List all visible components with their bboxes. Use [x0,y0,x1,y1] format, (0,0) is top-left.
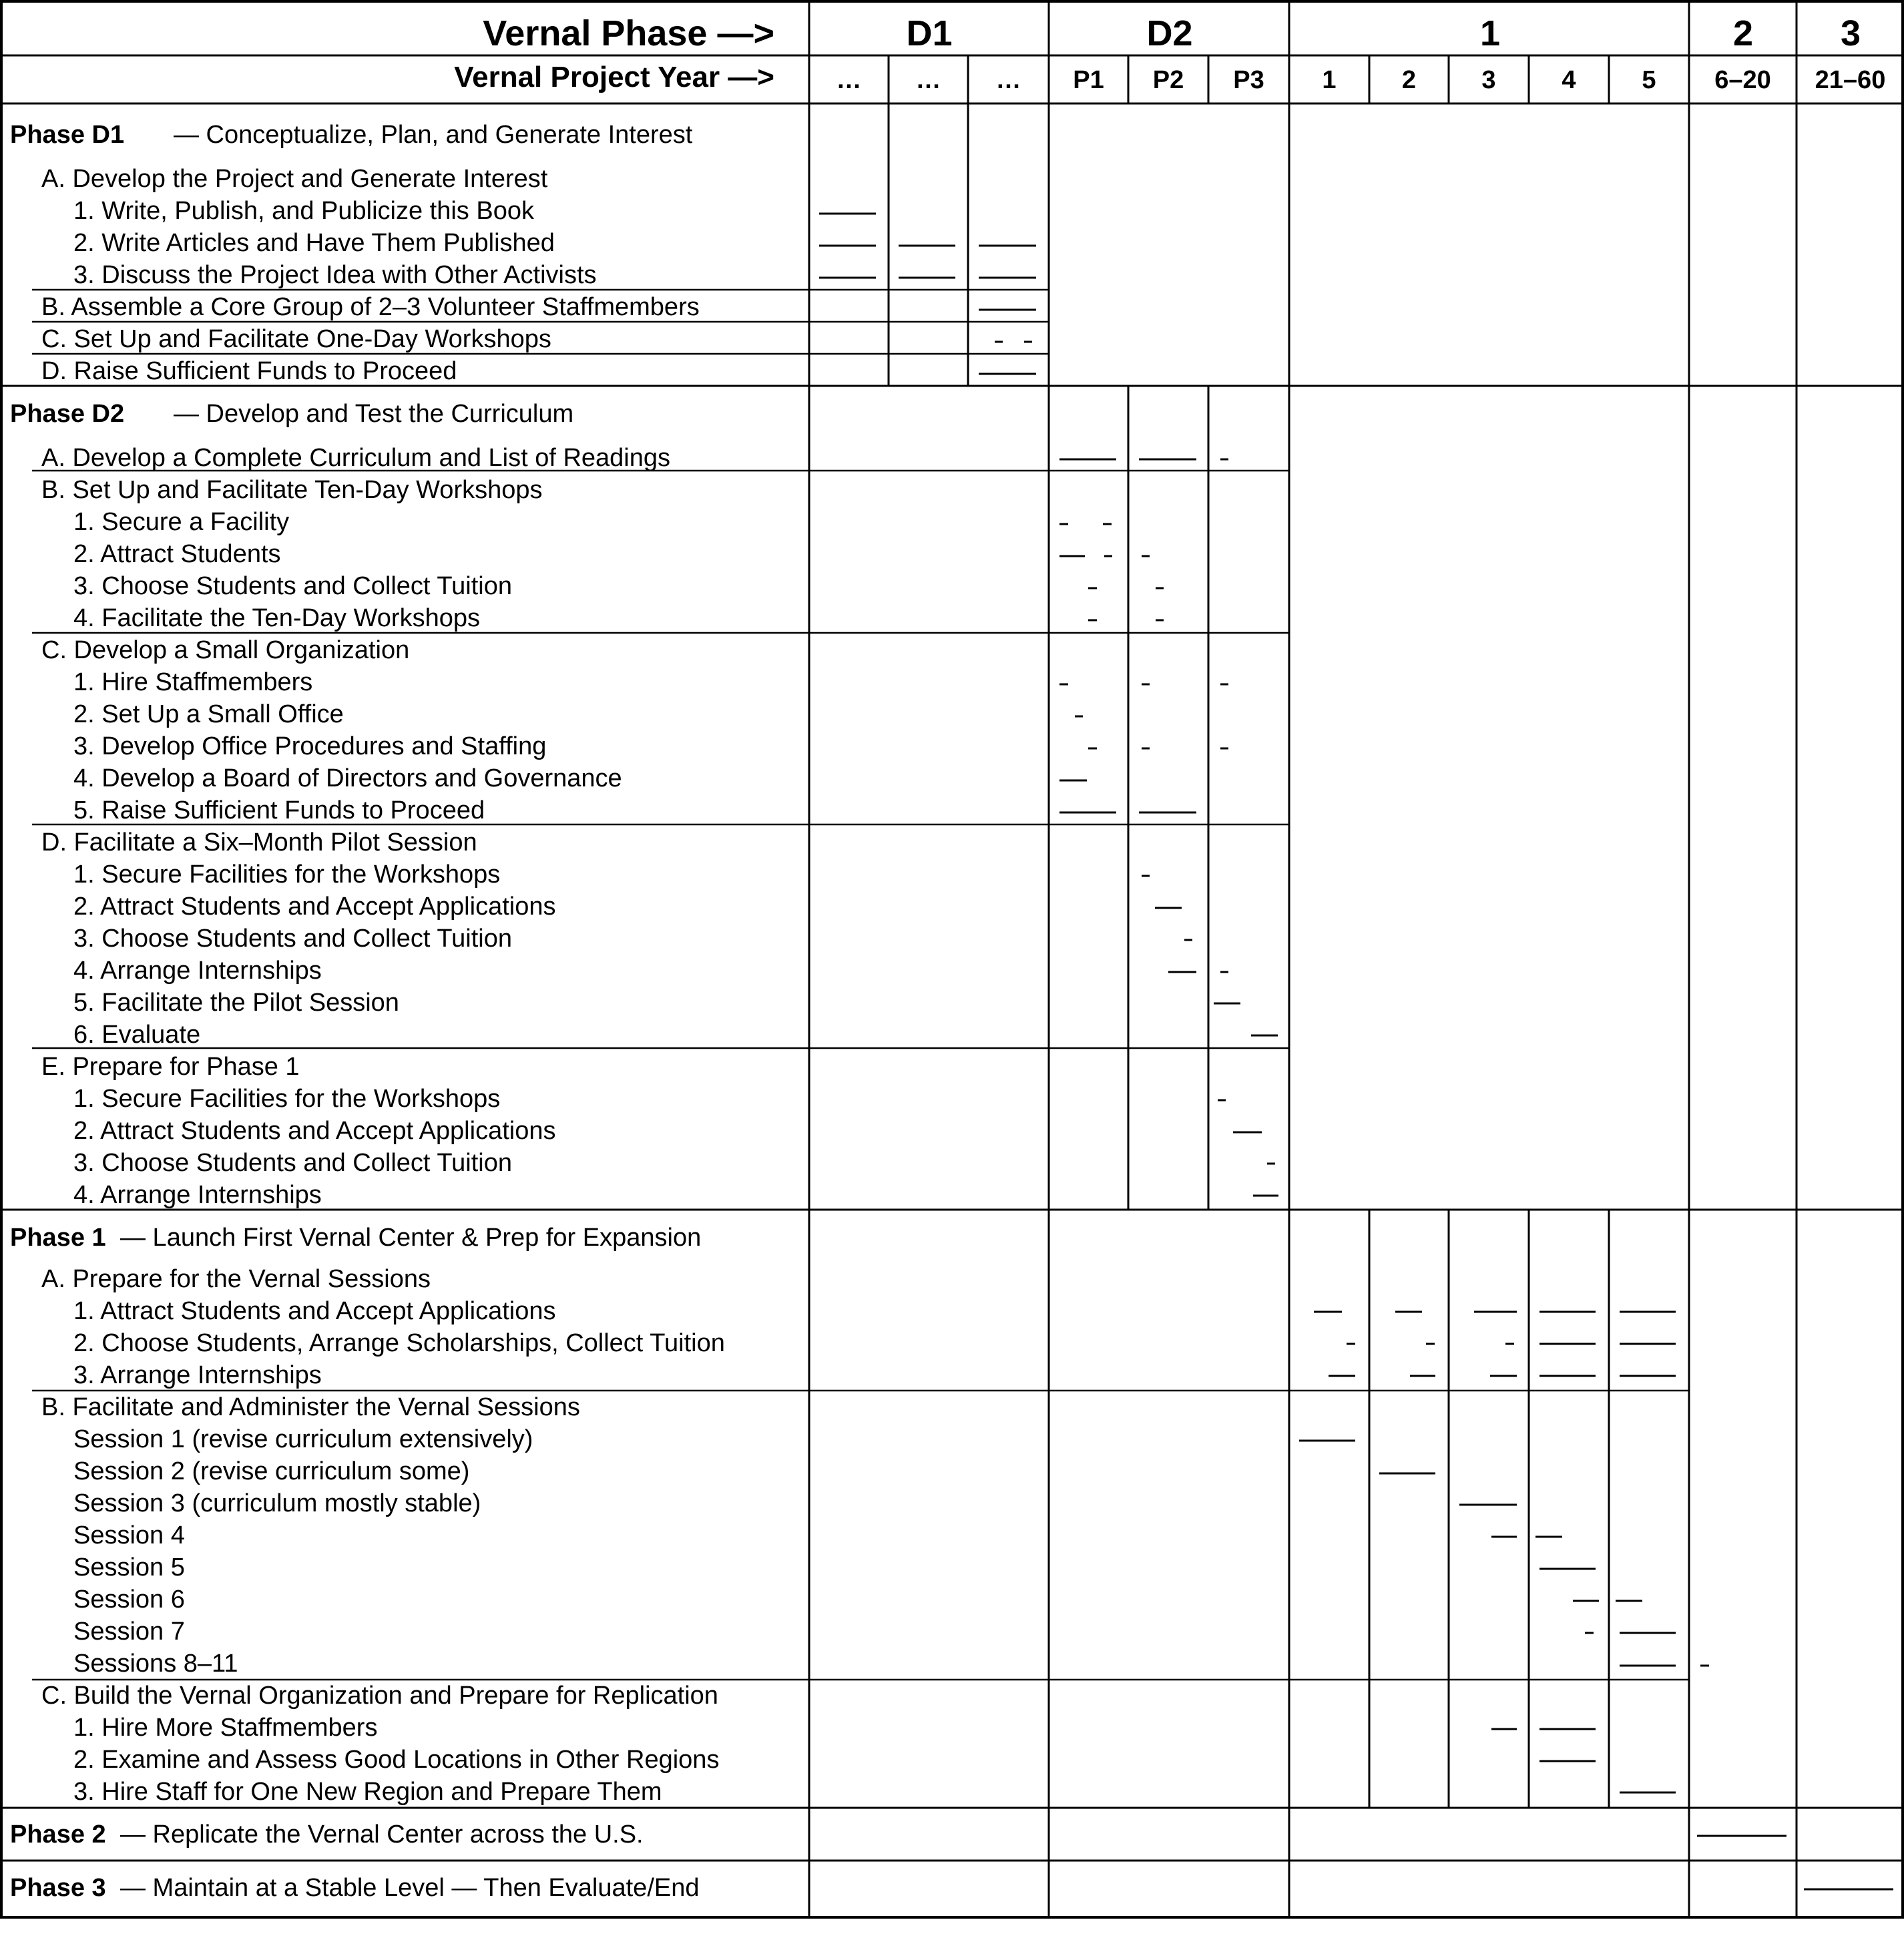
section-title-1: Phase D2 [10,400,125,428]
task-row: 2. Attract Students [73,540,281,568]
year-header-0: … [836,66,862,94]
year-header-5: P3 [1233,66,1264,94]
schedule-bars [819,214,1893,1889]
phase-header-3: 3 [1840,13,1861,53]
task-row: 1. Write, Publish, and Publicize this Book [73,197,534,225]
section-subtitle-0: — Conceptualize, Plan, and Generate Interest [174,121,693,149]
task-row: 4. Facilitate the Ten-Day Workshops [73,604,480,632]
section-subtitle-2: — Launch First Vernal Center & Prep for Expansion [120,1224,702,1252]
task-row: C. Build the Vernal Organization and Prepare for Replication [41,1682,718,1710]
task-row: B. Assemble a Core Group of 2–3 Volunteer Staffmembers [41,293,700,321]
section-subtitle-3: — Replicate the Vernal Center across the U.S. [120,1821,644,1849]
year-header-3: P1 [1073,66,1104,94]
year-header-7: 2 [1401,66,1417,94]
task-row: Session 3 (curriculum mostly stable) [73,1489,481,1517]
task-row: 2. Attract Students and Accept Applications [73,893,556,921]
year-header-9: 4 [1562,66,1576,94]
task-row: Session 7 [73,1618,185,1646]
task-row: 6. Evaluate [73,1021,201,1049]
year-header-12: 21–60 [1815,66,1886,94]
task-row: E. Prepare for Phase 1 [41,1053,300,1081]
task-row: A. Develop a Complete Curriculum and List of Readings [41,444,671,472]
phase-header-d2: D2 [1146,13,1193,53]
task-row: 1. Secure a Facility [73,508,290,536]
task-row: D. Facilitate a Six–Month Pilot Session [41,828,477,857]
task-row: D. Raise Sufficient Funds to Proceed [41,357,457,385]
phase-header-1: 1 [1479,13,1501,53]
task-row: 2. Examine and Assess Good Locations in Other Regions [73,1746,720,1774]
task-row: 5. Raise Sufficient Funds to Proceed [73,796,485,824]
task-row: 3. Hire Staff for One New Region and Prepare Them [73,1778,662,1806]
section-subtitle-1: — Develop and Test the Curriculum [174,400,574,428]
phase-header-2: 2 [1732,13,1754,53]
task-row: Session 5 [73,1553,185,1582]
task-row: 3. Choose Students and Collect Tuition [73,572,512,600]
task-row: 1. Attract Students and Accept Applications [73,1297,556,1325]
task-labels [10,121,725,1902]
task-row: 3. Choose Students and Collect Tuition [73,925,512,953]
task-row: 5. Facilitate the Pilot Session [73,989,399,1017]
year-header-1: … [915,66,941,94]
task-row: 4. Arrange Internships [73,957,322,985]
task-row: C. Develop a Small Organization [41,636,410,664]
task-row: 4. Develop a Board of Directors and Governance [73,764,622,792]
task-row: B. Set Up and Facilitate Ten-Day Workshops [41,476,543,504]
task-row: Session 4 [73,1521,185,1549]
task-row: 3. Choose Students and Collect Tuition [73,1149,512,1177]
task-row: 2. Attract Students and Accept Applications [73,1117,556,1145]
year-header-4: P2 [1152,66,1184,94]
year-header-11: 6–20 [1714,66,1771,94]
year-header-8: 3 [1481,66,1496,94]
task-row: C. Set Up and Facilitate One-Day Workshops [41,325,551,353]
section-title-4: Phase 3 [10,1874,106,1902]
task-row: 3. Discuss the Project Idea with Other Activists [73,261,597,289]
year-header-10: 5 [1642,66,1656,94]
task-row: 3. Arrange Internships [73,1361,322,1389]
section-subtitle-4: — Maintain at a Stable Level — Then Evaluate/End [120,1874,700,1902]
section-title-2: Phase 1 [10,1224,106,1252]
task-row: 2. Write Articles and Have Them Published [73,229,555,257]
task-row: 2. Set Up a Small Office [73,700,344,728]
year-header-6: 1 [1322,66,1337,94]
section-title-0: Phase D1 [10,121,125,149]
task-row: B. Facilitate and Administer the Vernal Sessions [41,1393,580,1421]
task-row: 1. Secure Facilities for the Workshops [73,1085,501,1113]
year-header-2: … [995,66,1021,94]
task-row: 1. Secure Facilities for the Workshops [73,861,501,889]
task-row: 2. Choose Students, Arrange Scholarships, Collect Tuition [73,1329,725,1357]
task-row: Sessions 8–11 [73,1650,238,1678]
task-row: 1. Hire Staffmembers [73,668,313,696]
task-row: A. Develop the Project and Generate Interest [41,165,548,193]
task-row: Session 6 [73,1586,185,1614]
task-row: 3. Develop Office Procedures and Staffing [73,732,547,760]
task-row: Session 2 (revise curriculum some) [73,1457,470,1485]
year-row-label: Vernal Project Year —> [454,61,774,93]
phase-row-label: Vernal Phase —> [483,13,774,53]
task-row: 4. Arrange Internships [73,1181,322,1209]
section-title-3: Phase 2 [10,1821,106,1849]
task-row: A. Prepare for the Vernal Sessions [41,1265,431,1293]
task-row: 1. Hire More Staffmembers [73,1714,378,1742]
task-row: Session 1 (revise curriculum extensively) [73,1425,533,1453]
phase-header-d1: D1 [906,13,953,53]
year-header-cells [837,66,1886,94]
